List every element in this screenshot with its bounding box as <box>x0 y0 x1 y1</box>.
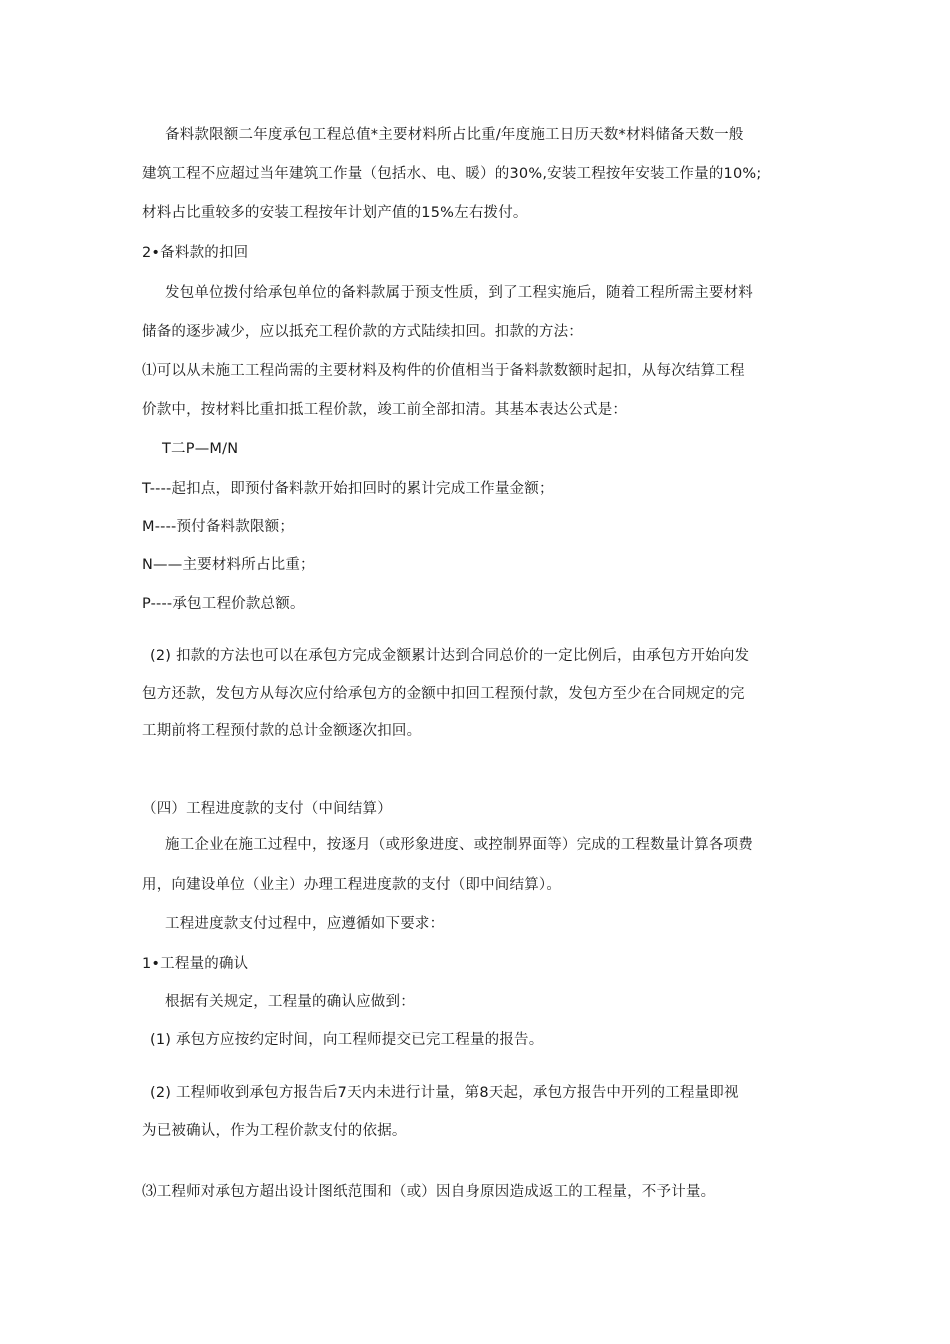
paragraph-line: 建筑工程不应超过当年建筑工作量（包括水、电、暖）的30%,安装工程按年安装工作量的10%; <box>142 166 762 182</box>
paragraph-line: 备料款限额二年度承包工程总值*主要材料所占比重/年度施工日历天数*材料储备天数一般 <box>165 127 744 143</box>
paragraph-line: 发包单位拨付给承包单位的备料款属于预支性质，到了工程实施后，随着工程所需主要材料 <box>165 285 753 301</box>
definition-line: N——主要材料所占比重； <box>142 557 315 573</box>
paragraph-line: 价款中，按材料比重扣抵工程价款，竣工前全部扣清。其基本表达公式是： <box>142 402 628 418</box>
list-item: ⑶工程师对承包方超出设计图纸范围和（或）因自身原因造成返工的工程量，不予计量。 <box>142 1184 716 1200</box>
paragraph-line: 材料占比重较多的安装工程按年计划产值的15%左右拨付。 <box>142 205 528 221</box>
definition-line: M----预付备料款限额； <box>142 519 295 535</box>
paragraph-line: 储备的逐步减少，应以抵充工程价款的方式陆续扣回。扣款的方法： <box>142 324 583 340</box>
list-item: (2) 工程师收到承包方报告后7天内未进行计量，第8天起，承包方报告中开列的工程量即视 <box>150 1085 739 1101</box>
paragraph-line: ⑴可以从未施工工程尚需的主要材料及构件的价值相当于备料款数额时起扣，从每次结算工程 <box>142 363 745 379</box>
paragraph-line: 用，向建设单位（业主）办理工程进度款的支付（即中间结算）。 <box>142 877 562 893</box>
section-heading: 2•备料款的扣回 <box>142 245 249 261</box>
paragraph-line: 根据有关规定，工程量的确认应做到： <box>165 994 415 1010</box>
paragraph-line: 施工企业在施工过程中，按逐月（或形象进度、或控制界面等）完成的工程数量计算各项费 <box>165 837 753 853</box>
paragraph-line: 包方还款，发包方从每次应付给承包方的金额中扣回工程预付款，发包方至少在合同规定的完 <box>142 686 745 702</box>
definition-line: T----起扣点，即预付备料款开始扣回时的累计完成工作量金额； <box>142 481 554 497</box>
section-heading: 1•工程量的确认 <box>142 956 249 972</box>
paragraph-line: (2) 扣款的方法也可以在承包方完成金额累计达到合同总价的一定比例后，由承包方开始向发 <box>150 648 750 664</box>
section-heading: （四）工程进度款的支付（中间结算） <box>142 801 392 817</box>
paragraph-line: 为已被确认，作为工程价款支付的依据。 <box>142 1123 407 1139</box>
definition-line: P----承包工程价款总额。 <box>142 596 305 612</box>
paragraph-line: 工程进度款支付过程中，应遵循如下要求： <box>165 916 445 932</box>
paragraph-line: 工期前将工程预付款的总计金额逐次扣回。 <box>142 723 422 739</box>
formula: T二P—M/N <box>162 441 239 457</box>
list-item: (1) 承包方应按约定时间，向工程师提交已完工程量的报告。 <box>150 1032 544 1048</box>
